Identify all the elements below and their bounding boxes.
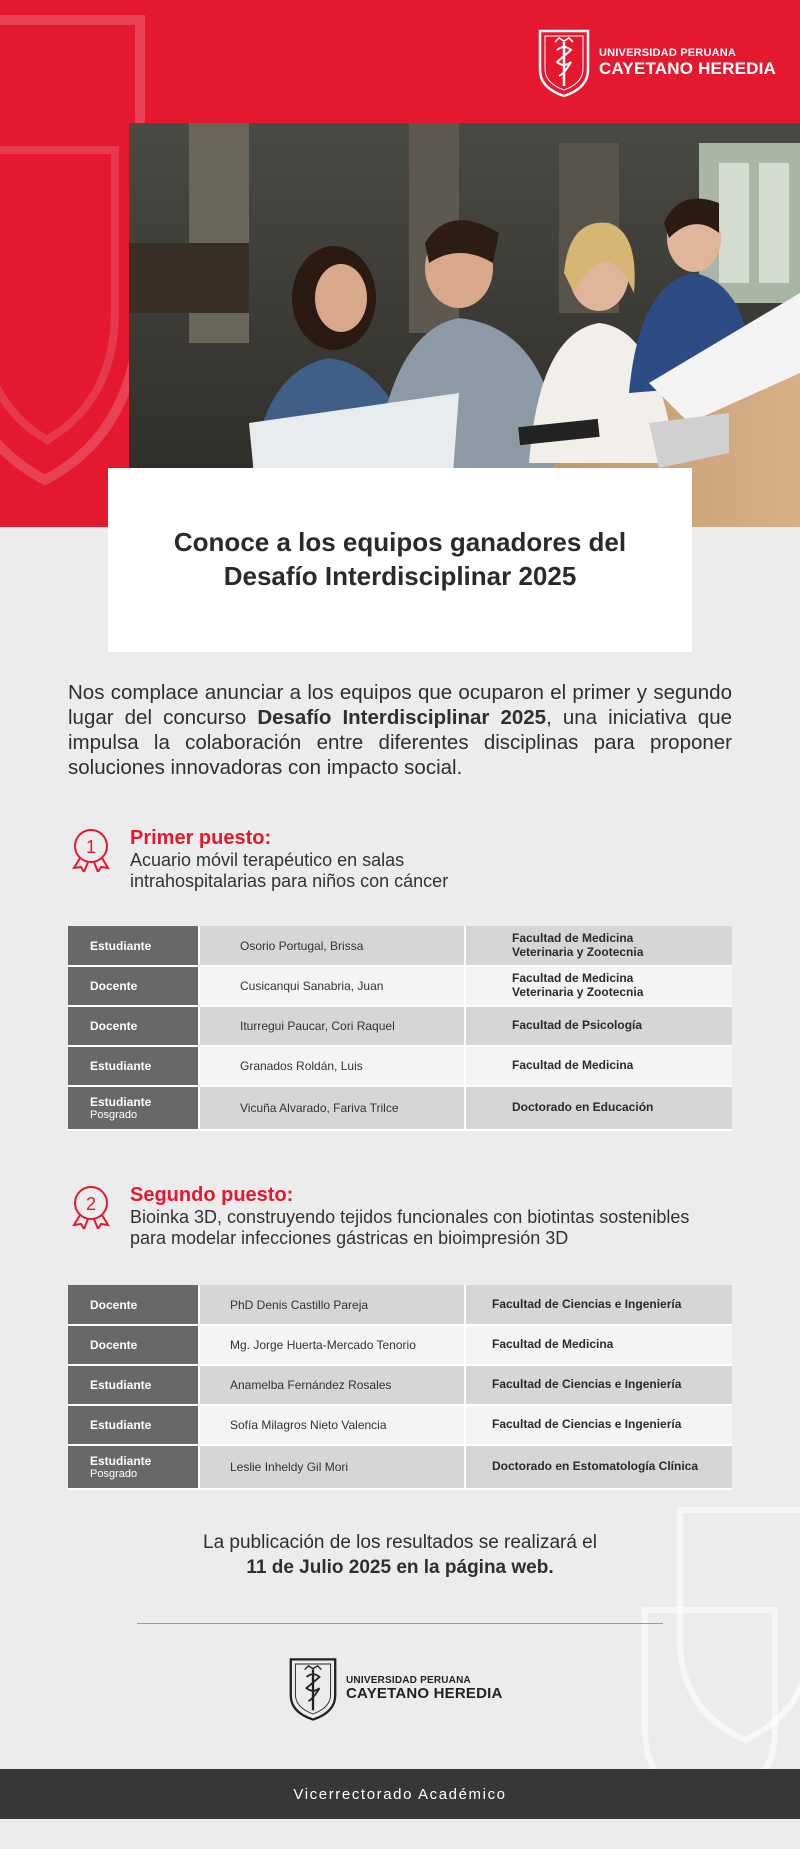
member-name: Cusicanqui Sanabria, Juan (199, 966, 465, 1006)
first-place-desc-line2: intrahospitalarias para niños con cáncer (130, 871, 449, 891)
role-cell (68, 926, 199, 966)
member-name: Osorio Portugal, Brissa (199, 926, 465, 966)
first-place-number: 1 (85, 837, 97, 857)
table-row (68, 1046, 732, 1086)
table-row (68, 1365, 732, 1405)
award-ribbon-icon (68, 1183, 114, 1229)
role-sub-label: Posgrado (90, 1109, 138, 1121)
role-cell (68, 1365, 199, 1405)
member-name: Granados Roldán, Luis (199, 1046, 465, 1086)
university-shield-icon (537, 28, 591, 98)
faculty-cell (465, 966, 732, 1006)
footer-text: Vicerrectorado Académico (293, 1785, 507, 1803)
faculty-line1: Facultad de Medicina (512, 930, 634, 945)
brand-line2: CAYETANO HEREDIA (598, 58, 776, 78)
university-shield-icon (288, 1656, 338, 1722)
table-row (68, 1006, 732, 1046)
award-ribbon-icon (68, 826, 114, 872)
role-sub-label: Posgrado (90, 1468, 138, 1480)
faculty-cell: Doctorado en Estomatología Clínica (465, 1445, 732, 1489)
table-row (68, 1445, 732, 1489)
faculty-cell: Facultad de Ciencias e Ingeniería (465, 1365, 732, 1405)
publication-note (0, 1530, 800, 1580)
faculty-cell (465, 1046, 732, 1086)
page-title-line2: Desafío Interdisciplinar 2025 (223, 561, 577, 591)
second-place-header (68, 1183, 689, 1249)
brand-line1: UNIVERSIDAD PERUANA (346, 1674, 471, 1686)
role-cell (68, 1006, 199, 1046)
member-name: Vicuña Alvarado, Fariva Trilce (199, 1086, 465, 1130)
table-row (68, 926, 732, 966)
role-label: Docente (90, 1297, 138, 1312)
role-label: Estudiante (90, 1418, 152, 1432)
second-place-title: Segundo puesto: (130, 1184, 294, 1206)
role-cell (68, 1325, 199, 1365)
member-name: Leslie Inheldy Gil Mori (199, 1445, 465, 1489)
second-place-table (68, 1285, 732, 1490)
table-row (68, 966, 732, 1006)
faculty-line1: Doctorado en Educación (512, 1100, 654, 1115)
footer-bar (0, 1769, 800, 1819)
table-row (68, 1325, 732, 1365)
role-label: Docente (90, 979, 138, 993)
publication-line1: La publicación de los resultados se realizará el (203, 1532, 597, 1553)
faculty-line1: Facultad de Psicología (512, 1018, 643, 1033)
brand-line1: UNIVERSIDAD PERUANA (598, 47, 737, 60)
role-label: Estudiante (90, 1059, 152, 1073)
table-row (68, 1285, 732, 1325)
faculty-line2: Veterinaria y Zootecnia (512, 985, 644, 999)
intro-text-before: Nos complace anunciar a los equipos que ocuparon el primer y segundo lugar del concurso (68, 681, 732, 729)
member-name: Anamelba Fernández Rosales (199, 1365, 465, 1405)
member-name: Iturregui Paucar, Cori Raquel (199, 1006, 465, 1046)
first-place-header (68, 826, 448, 892)
role-cell (68, 1445, 199, 1489)
faculty-cell (465, 926, 732, 966)
role-label: Estudiante (90, 1095, 152, 1109)
member-name: Sofía Milagros Nieto Valencia (199, 1405, 465, 1445)
role-cell (68, 1046, 199, 1086)
faculty-cell (465, 1006, 732, 1046)
role-cell (68, 1285, 199, 1325)
hero-photo (129, 123, 800, 527)
page-title-line1: Conoce a los equipos ganadores del (173, 527, 627, 558)
second-place-number: 2 (85, 1194, 97, 1214)
intro-paragraph (68, 680, 732, 780)
second-place-desc-line1: Bioinka 3D, construyendo tejidos funcionales con biotintas sostenibles (130, 1207, 690, 1227)
brand-logo-top[interactable] (537, 28, 776, 98)
title-card (108, 468, 692, 652)
role-label: Estudiante (90, 1454, 152, 1468)
member-name: PhD Denis Castillo Pareja (199, 1285, 465, 1325)
role-cell (68, 1086, 199, 1130)
faculty-cell: Facultad de Ciencias e Ingeniería (465, 1405, 732, 1445)
intro-highlight: Desafío Interdisciplinar 2025 (257, 706, 547, 729)
table-row (68, 1086, 732, 1130)
faculty-line1: Facultad de Medicina (512, 971, 634, 986)
role-label: Estudiante (90, 938, 152, 953)
role-label: Docente (90, 1019, 138, 1033)
first-place-desc-line1: Acuario móvil terapéutico en salas (130, 850, 405, 870)
brand-logo-bottom[interactable] (288, 1656, 503, 1722)
role-label: Docente (90, 1338, 138, 1352)
students-photo-illustration (129, 123, 800, 527)
faculty-cell: Facultad de Medicina (465, 1325, 732, 1365)
role-cell (68, 1405, 199, 1445)
member-name: Mg. Jorge Huerta-Mercado Tenorio (199, 1325, 465, 1365)
publication-line2: 11 de Julio 2025 en la página web. (246, 1557, 554, 1578)
first-place-table (68, 926, 732, 1131)
intro-text-after: , una iniciativa que impulsa la colaboración entre diferentes disciplinas para proponer soluciones innovadoras con impacto social. (68, 706, 732, 779)
divider (137, 1623, 663, 1624)
first-place-title: Primer puesto: (130, 827, 272, 849)
faculty-cell (465, 1086, 732, 1130)
faculty-cell: Facultad de Ciencias e Ingeniería (465, 1285, 732, 1325)
faculty-line2: Veterinaria y Zootecnia (512, 944, 644, 959)
table-row (68, 1405, 732, 1445)
brand-line2: CAYETANO HEREDIA (346, 1685, 503, 1703)
second-place-desc-line2: para modelar infecciones gástricas en bioimpresión 3D (130, 1228, 569, 1248)
faculty-line1: Facultad de Medicina (512, 1058, 634, 1073)
role-cell (68, 966, 199, 1006)
role-label: Estudiante (90, 1378, 152, 1392)
